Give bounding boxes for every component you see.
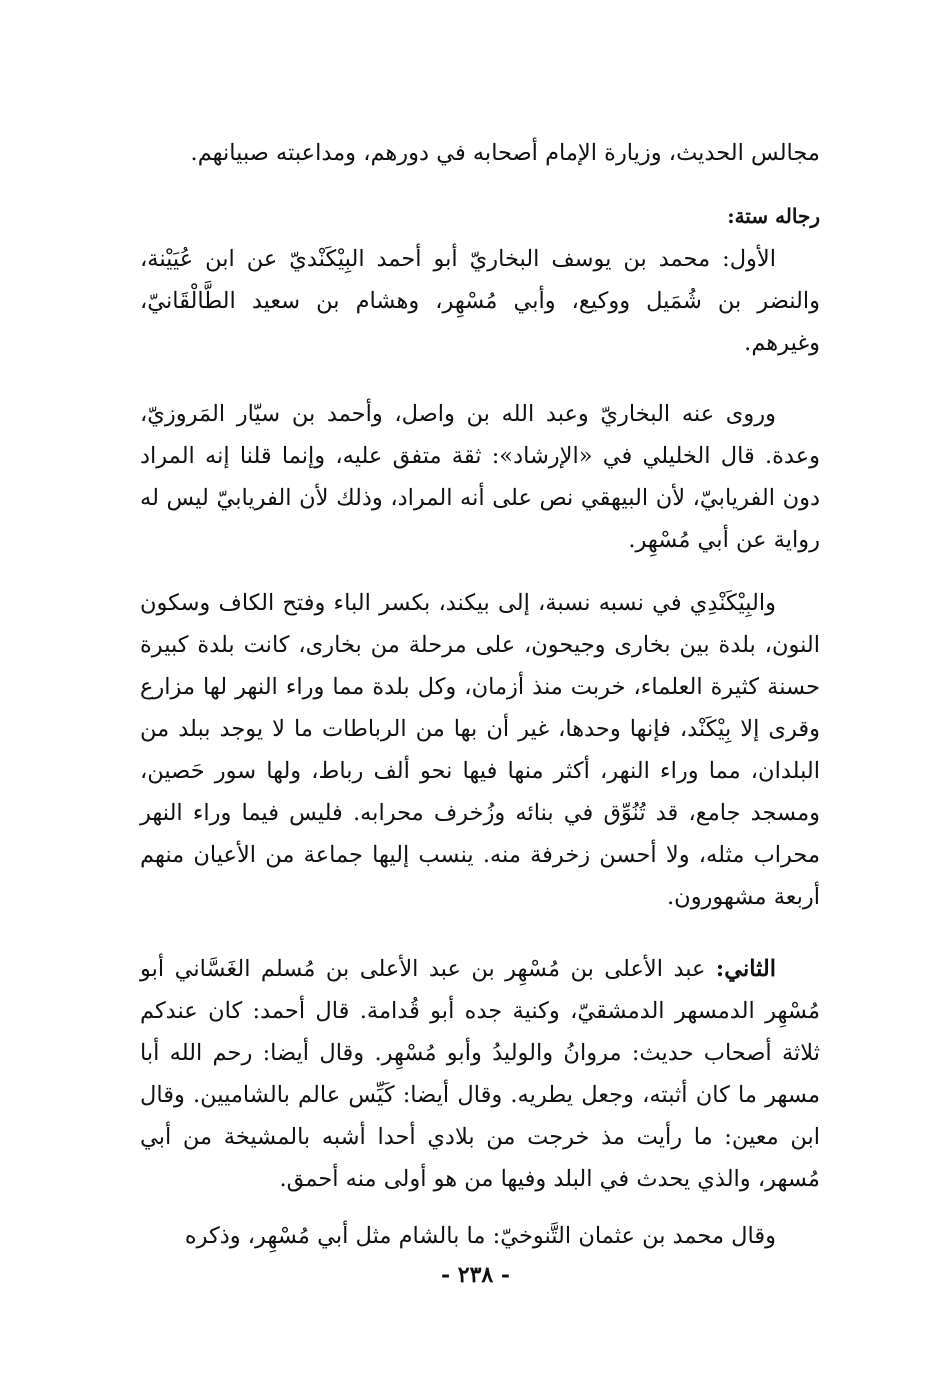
page-number: - ٢٣٨ - (440, 1262, 511, 1288)
narrator-first-paragraph: الأول: محمد بن يوسف البخاريّ أبو أحمد البِيْكَنْديّ عن ابن عُيَيْنة، والنضر بن شُمَيل ووكيع، وأبي مُسْهِر، وهشام بن سعيد الطَّالْقَانيّ، وغيرهم. (140, 246, 820, 356)
second-body-text: عبد الأعلى بن مُسْهِر بن عبد الأعلى بن مُسلم الغَسَّاني أبو مُسْهِر الدمسهر الدمشقيّ، وكنية جده أبو قُدامة. قال أحمد: كان عندكم ثلاثة أصحاب حديث: مروانُ والوليدُ وأبو مُسْهِر. وقال أيضا: رحم الله أبا مسهر ما كان أثبته، وجعل يطريه. وقال أيضا: كَيِّس عالم بالشاميين. وقال ابن معين: ما رأيت مذ خرجت من بلادي أحدا أشبه بالمشيخة من أبي مُسهر، والذي يحدث في البلد وفيها من هو أولى منه أحمق. (140, 956, 820, 1192)
bikandi-nisba-paragraph: والبِيْكَنْدِي في نسبه نسبة، إلى بيكند، بكسر الباء وفتح الكاف وسكون النون، بلدة بين بخارى وجيحون، على مرحلة من بخارى، كانت بلدة كبيرة حسنة كثيرة العلماء، خربت منذ أزمان، وكل بلدة مما وراء النهر لها مزارع وقرى إلا بِيْكَنْد، فإنها وحدها، غير أن بها من الرباطات ما لا يوجد ببلد من البلدان، مما وراء النهر، أكثر منها فيها نحو ألف رباط، ولها سور حَصين، ومسجد جامع، قد تُنُوِّق في بنائه وزُخرف محرابه. فليس فيما وراء النهر محراب مثله، ولا أحسن زخرفة منه. ينسب إليها جماعة من الأعيان منهم أربعة مشهورون. (140, 590, 820, 910)
narrated-from-paragraph: وروى عنه البخاريّ وعبد الله بن واصل، وأحمد بن سيّار المَروزيّ، وعدة. قال الخليلي في «الإرشاد»: ثقة متفق عليه، وإنما قلنا إنه المراد دون الفريابيّ، لأن البيهقي نص على أنه المراد، وذلك لأن الفريابيّ ليس له رواية عن أبي مُسْهِر. (140, 401, 820, 553)
section-heading: رجاله ستة: (727, 204, 820, 228)
second-lead-word: الثاني: (715, 956, 776, 982)
intro-paragraph: مجالس الحديث، وزيارة الإمام أصحابه في دورهم، ومداعبته صبيانهم. (190, 140, 820, 166)
narrator-second-paragraph (140, 948, 820, 1200)
tanukhi-paragraph: وقال محمد بن عثمان التَّنوخيّ: ما بالشام مثل أبي مُسْهِر، وذكره (184, 1223, 776, 1249)
